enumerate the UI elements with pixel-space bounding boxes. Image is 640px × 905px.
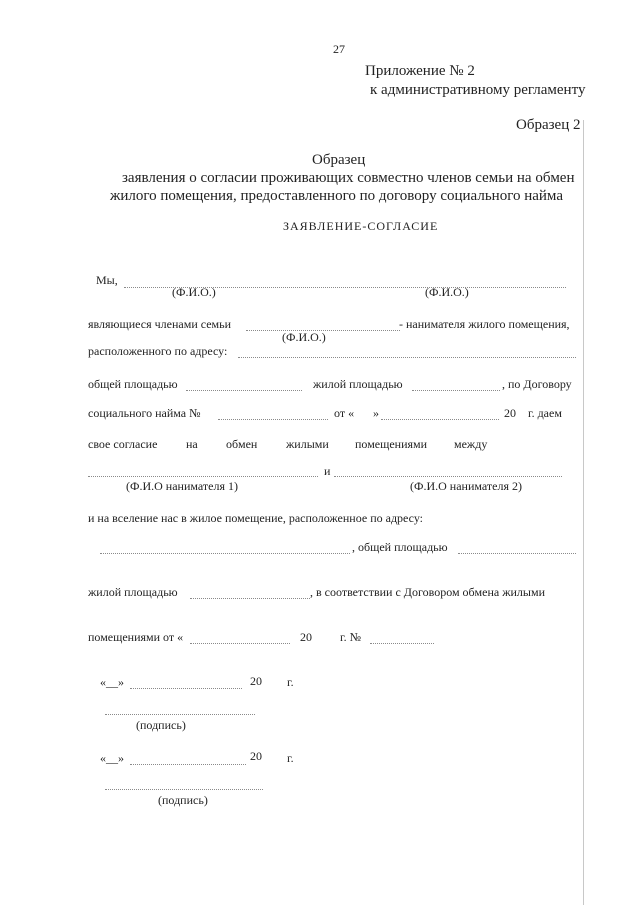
appendix-subtitle: к административному регламенту (370, 82, 586, 98)
premises-number-line (370, 643, 434, 644)
premises-number-label: г. № (340, 630, 362, 644)
and-label: и (324, 464, 331, 478)
sample-number: Образец 2 (516, 117, 581, 133)
signature1-caption: (подпись) (136, 718, 186, 732)
contract-date-line (381, 419, 499, 420)
address-line (238, 357, 576, 358)
total-area-line (186, 390, 302, 391)
tenant-label: - нанимателя жилого помещения, (399, 317, 570, 331)
tenant1-line (88, 476, 318, 477)
total-area-line-2 (458, 553, 576, 554)
tenant1-caption: (Ф.И.О нанимателя 1) (126, 479, 239, 493)
contract-number-line (218, 419, 328, 420)
sig2-g: г. (287, 751, 294, 765)
tenant2-line (334, 476, 562, 477)
fio-caption-2: (Ф.И.О.) (425, 285, 469, 299)
living-area-label-2: жилой площадью (88, 585, 178, 599)
by-contract-label: , по Договору (502, 377, 572, 391)
consent-word-4: жилыми (286, 437, 329, 451)
living-area-line-2 (190, 598, 310, 599)
social-contract-label: социального найма № (88, 406, 201, 420)
address-label: расположенного по адресу: (88, 344, 228, 358)
consent-word-6: между (454, 437, 488, 451)
consent-word-1: свое согласие (88, 437, 158, 451)
new-address-line (100, 553, 350, 554)
close-quote: » (373, 406, 379, 420)
page-number: 27 (333, 42, 345, 56)
according-text: , в соответствии с Договором обмена жилыми (310, 585, 545, 599)
premises-date-line (190, 643, 290, 644)
document-heading: ЗАЯВЛЕНИЕ-СОГЛАСИЕ (283, 219, 439, 233)
fio-caption-1: (Ф.И.О.) (172, 285, 216, 299)
sig1-g: г. (287, 675, 294, 689)
living-area-label: жилой площадью (313, 377, 403, 391)
we-label: Мы, (96, 273, 118, 287)
signature2-line (105, 789, 263, 790)
sig1-date-quote: «__» (100, 675, 124, 689)
consent-word-3: обмен (226, 437, 258, 451)
tenant2-caption: (Ф.И.О нанимателя 2) (410, 479, 523, 493)
appendix-title: Приложение № 2 (365, 63, 475, 79)
sig1-date-line (130, 688, 242, 689)
living-area-line (412, 390, 500, 391)
sig2-date-line (130, 764, 246, 765)
from-quote: от « (334, 406, 355, 420)
premises-year: 20 (300, 630, 312, 644)
sig2-date-quote: «__» (100, 751, 124, 765)
members-label: являющиеся членами семьи (88, 317, 232, 331)
consent-word-5: помещениями (355, 437, 428, 451)
premises-from-label: помещениями от « (88, 630, 184, 644)
page-edge-line (583, 120, 584, 905)
total-area-label-2: , общей площадью (352, 540, 448, 554)
fio-caption-3: (Ф.И.О.) (282, 330, 326, 344)
total-area-label: общей площадью (88, 377, 178, 391)
consent-word-2: на (186, 437, 198, 451)
title-line-1: заявления о согласии проживающих совместно членов семьи на обмен (122, 170, 575, 186)
sig1-year: 20 (250, 674, 262, 688)
title-sample: Образец (312, 152, 366, 168)
year-20: 20 (504, 406, 516, 420)
give-consent: г. даем (528, 406, 562, 420)
title-line-2: жилого помещения, предоставленного по договору социального найма (110, 188, 563, 204)
move-in-text: и на вселение нас в жилое помещение, расположенное по адресу: (88, 511, 424, 525)
sig2-year: 20 (250, 749, 262, 763)
signature1-line (105, 714, 255, 715)
signature2-caption: (подпись) (158, 793, 208, 807)
